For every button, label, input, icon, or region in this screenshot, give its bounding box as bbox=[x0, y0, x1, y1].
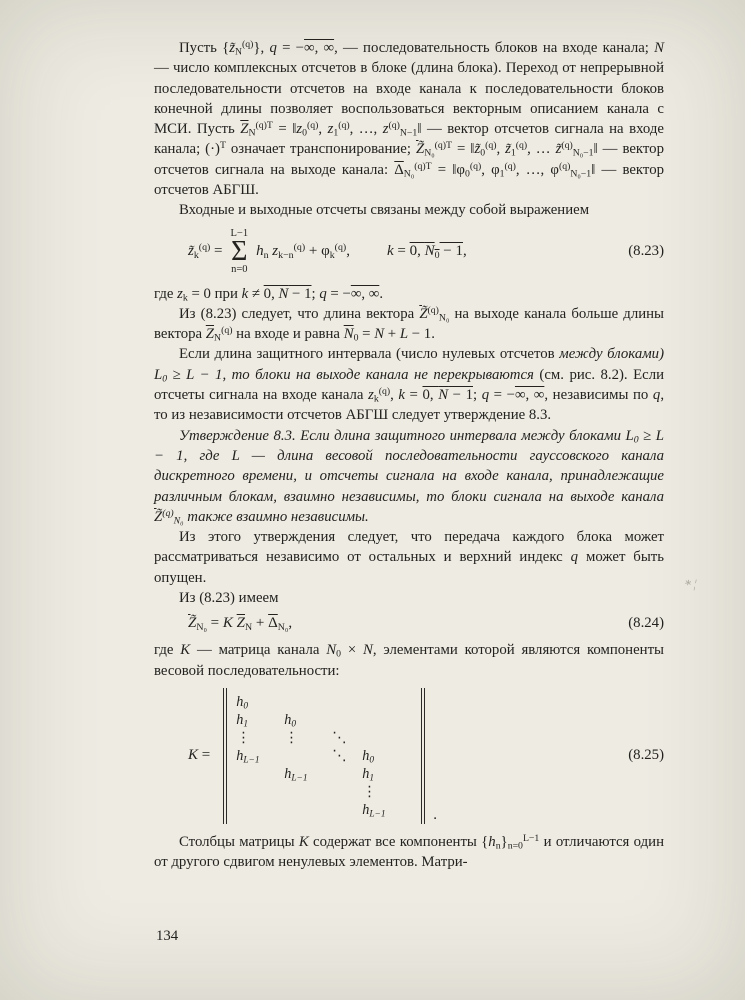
matrix-cell bbox=[236, 783, 284, 801]
matrix-cell bbox=[332, 801, 362, 819]
page-text bbox=[154, 38, 664, 873]
equation-8-24 bbox=[154, 615, 664, 632]
matrix-cell: ⋱ bbox=[332, 729, 347, 746]
equation-body bbox=[154, 615, 628, 632]
paragraph-guard-interval: Если длина защитного интервала (число нулевых отсчетов между блоками) $L_0 \ge L - 1$, то блоки на выходе канала не перекрываются (см. рис. 8.2). Если отсчеты сигнала на входе канала $z_k^{(q)}$, k = 0, N − 1; q = −∞, ∞, независимы по q, то из независимости отсчетов АБГШ следует утверждение 8.3. bbox=[154, 346, 665, 424]
paragraph-where-z: где $z_k = 0$ при k ≠ 0, N − 1; q = −∞, ∞. bbox=[154, 285, 384, 304]
matrix-cell: ⋮ bbox=[236, 729, 251, 746]
matrix-cell bbox=[236, 765, 284, 783]
matrix-cell bbox=[284, 801, 332, 819]
paragraph-intro: Пусть $\{z̃_N^{(q)}\}$, q = −∞, ∞, — последовательность блоков на входе канала; N — число комплексных отсчетов в блоке (длина блока). Переход от непрерывной последовательности отсчетов на входе канала к последовательности блоков конечной длины позволяет воспользоваться векторным описанием канала с МСИ. Пусть $\overline{Z}_N^{(q)T}$ = $‖z_0^{(q)}$, $z_1^{(q)}$, …, $z^{(q)}_{N-1}‖$ — вектор отсчетов сигнала на входе канала; $(\cdot)^T$ означает транспонирование; $Z̃_{N_0}^{(q)T}$ = $‖z̃_0^{(q)}$, $z̃_1^{(q)}$, … z̃$^{(q)}_{N_0-1}$‖ — вектор отсчетов сигнала на выходе канала: $\overline{\Delta}_{N_0}^{(q)T}$ = $‖\varphi_0^{(q)}$, $\varphi_1^{(q)}$, …, $\varphi^{(q)}_{N_0-1}‖$ — вектор отсчетов АБГШ. bbox=[154, 39, 665, 199]
summation-lower-limit: n=0 bbox=[231, 263, 248, 275]
matrix-cell bbox=[236, 801, 284, 819]
scan-artifact: ∗¦ bbox=[682, 574, 700, 592]
matrix-cell: $h_{L-1}$ bbox=[284, 765, 308, 784]
paragraph-relation: Входные и выходные отсчеты связаны между собой выражением bbox=[179, 202, 590, 219]
matrix-cell bbox=[284, 747, 332, 765]
matrix-cell bbox=[332, 693, 362, 711]
equation-formula: $Z̃_{N_0} = K$ $\overline{Z}_N + \overline{\Delta}_{N_0}$, bbox=[188, 615, 293, 634]
matrix-cell: $h_{L-1}$ bbox=[362, 801, 386, 820]
equation-number: (8.24) bbox=[628, 615, 664, 632]
matrix-cell: ⋮ bbox=[284, 729, 299, 746]
channel-matrix bbox=[223, 688, 425, 824]
matrix-cell: $h_0$ bbox=[362, 747, 375, 766]
paragraph-consequence: Из этого утверждения следует, что передача каждого блока может рассматриваться независимо от остальных и верхний индекс q может быть опущен. bbox=[154, 529, 664, 586]
equation-condition: k = 0, $N_0 - 1$, bbox=[386, 243, 467, 261]
matrix-cell: $h_1$ bbox=[236, 711, 249, 730]
matrix-period: . bbox=[433, 806, 437, 823]
matrix-cell: ⋱ bbox=[332, 747, 347, 764]
equation-lhs: $z̃_k^{(q)}$ = bbox=[188, 242, 223, 261]
matrix-cell: ⋮ bbox=[362, 783, 377, 800]
equation-8-23 bbox=[154, 228, 664, 276]
matrix-cell bbox=[362, 711, 412, 729]
matrix-cell: $h_1$ bbox=[362, 765, 375, 784]
matrix-lhs: K = bbox=[188, 747, 211, 764]
paragraph-columns: Столбцы матрицы K содержат все компоненты $\{h_n\}_{n=0}^{L-1}$ и отличаются один от другого сдвигом ненулевых элементов. Матри- bbox=[154, 833, 664, 871]
sigma-symbol: Σ bbox=[231, 235, 248, 267]
matrix-cell: $h_0$ bbox=[236, 693, 249, 712]
matrix-cell: $h_0$ bbox=[284, 711, 297, 730]
matrix-cell bbox=[332, 783, 362, 801]
matrix-cell bbox=[362, 729, 412, 747]
matrix-cell bbox=[284, 693, 332, 711]
matrix-cell bbox=[362, 693, 412, 711]
equation-body bbox=[154, 688, 628, 824]
matrix-cell bbox=[284, 783, 332, 801]
paragraph-vector-length: Из (8.23) следует, что длина вектора Z̃$^{(q)}_{N_0}$ на выходе канала больше длины вектора $\overline{Z}_N^{(q)}$ на входе и равна $\overline{N}_0 = N + L - 1$. bbox=[154, 305, 664, 344]
equation-number: (8.23) bbox=[628, 243, 664, 260]
equation-8-25 bbox=[154, 688, 664, 824]
summation bbox=[231, 228, 249, 276]
paragraph-statement-8-3: Утверждение 8.3. Если длина защитного интервала между блоками $L_0 \ge L - 1$, где L — длина весовой последовательности гауссовского канала дискретного времени, и отсчеты сигнала на входе канала, принадлежащие различным блокам, взаимно независимы, то блоки сигнала на выходе канала Z̃$^{(q)}_{N_0}$ также взаимно независимы. bbox=[154, 427, 665, 527]
matrix-cell bbox=[332, 711, 362, 729]
paragraph-from-823: Из (8.23) имеем bbox=[179, 590, 279, 607]
summation-upper-limit: L−1 bbox=[230, 227, 249, 239]
equation-rhs: $h_n$ $z_{k-n}^{(q)} + \varphi_k^{(q)}$, bbox=[256, 242, 350, 261]
matrix-cell: $h_{L-1}$ bbox=[236, 747, 260, 766]
equation-number: (8.25) bbox=[628, 747, 664, 764]
matrix-cell bbox=[332, 765, 362, 783]
page-number: 134 bbox=[156, 928, 179, 944]
paragraph-where-k: где K — матрица канала $N_0 \times N$, элементами которой являются компоненты весовой последовательности: bbox=[154, 642, 664, 679]
equation-body bbox=[154, 228, 628, 276]
